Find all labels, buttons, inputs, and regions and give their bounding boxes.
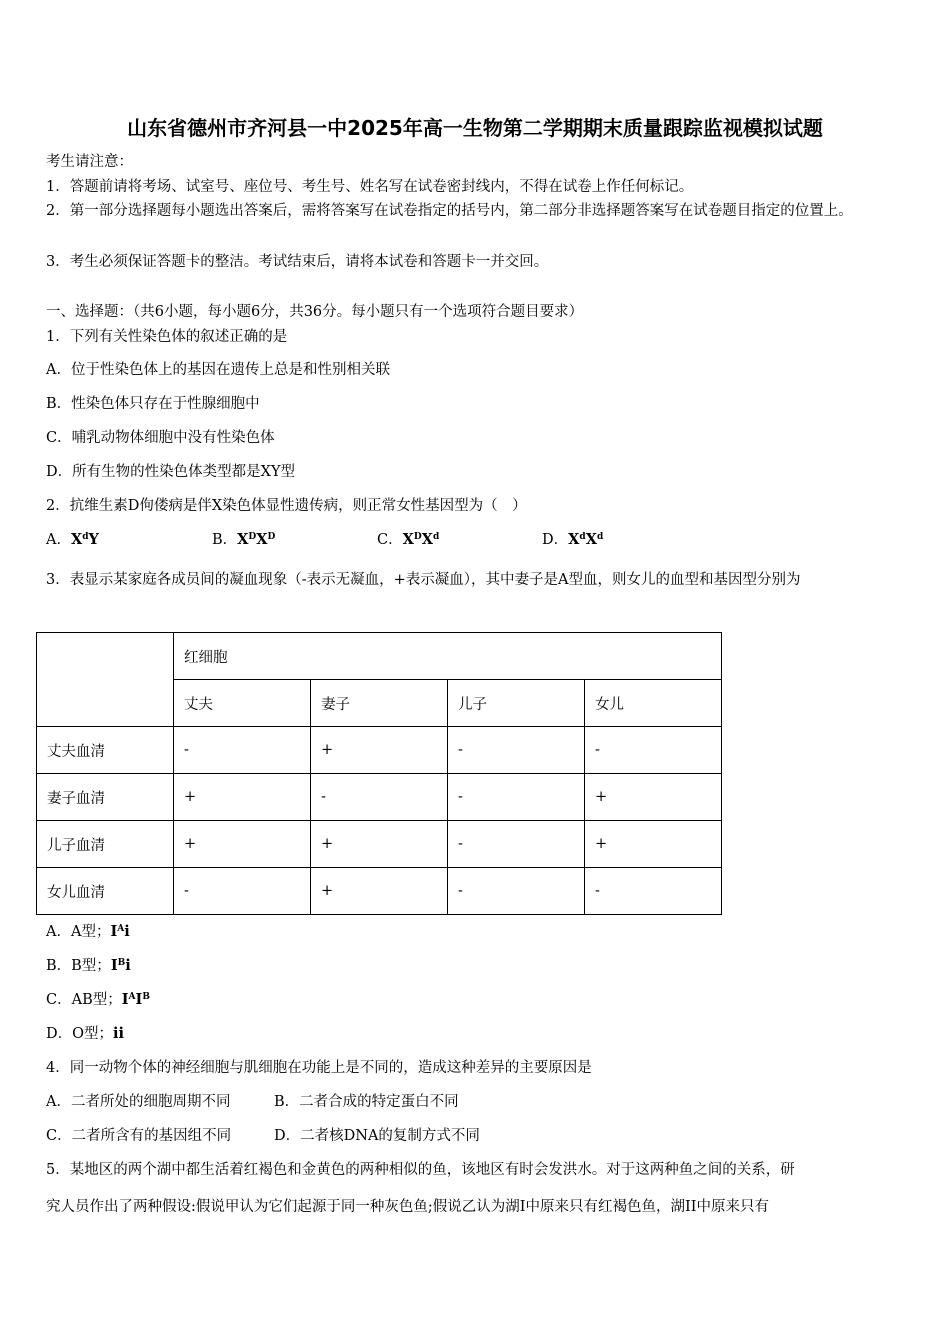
table-row bbox=[37, 821, 722, 868]
q4-option-c: C．二者所含有的基因组不同 bbox=[46, 1128, 232, 1144]
q3-option-d: D．O型；ii bbox=[46, 1025, 125, 1042]
table-cell: - bbox=[585, 868, 722, 915]
table-cell: + bbox=[174, 774, 311, 821]
q3-option-a: A．A型；$I^Ai$ bbox=[46, 923, 130, 940]
notice-item-2: 2．第一部分选择题每小题选出答案后，需将答案写在试卷指定的括号内，第二部分非选择题答案写在试卷题目指定的位置上。 bbox=[46, 203, 853, 219]
q2-option-a: A．$X^dY$ bbox=[46, 531, 99, 548]
q2-option-c: C．$X^DX^d$ bbox=[377, 531, 440, 548]
column-header: 女儿 bbox=[585, 680, 722, 727]
table-cell: + bbox=[585, 774, 722, 821]
question-5-stem-line-2: 究人员作出了两种假设:假说甲认为它们起源于同一种灰色鱼;假说乙认为湖I中原来只有红褐色鱼，湖II中原来只有 bbox=[46, 1199, 769, 1215]
table-cell: + bbox=[174, 821, 311, 868]
row-label: 丈夫血清 bbox=[37, 727, 174, 774]
table-cell: - bbox=[448, 821, 585, 868]
q3-option-b: B．B型；$I^Bi$ bbox=[46, 957, 131, 974]
q2-option-d: D．$X^dX^d$ bbox=[542, 531, 604, 548]
q1-option-c: C．哺乳动物体细胞中没有性染色体 bbox=[46, 430, 275, 446]
q1-option-d: D．所有生物的性染色体类型都是XY型 bbox=[46, 464, 296, 480]
table-cell: - bbox=[448, 868, 585, 915]
q2-option-b: B．$X^DX^D$ bbox=[212, 531, 276, 548]
table-row bbox=[37, 774, 722, 821]
q1-option-b: B．性染色体只存在于性腺细胞中 bbox=[46, 396, 260, 412]
agglutination-table bbox=[36, 632, 722, 915]
page-title: 山东省德州市齐河县一中2025年高一生物第二学期期末质量跟踪监视模拟试题 bbox=[127, 116, 823, 140]
q1-option-a: A．位于性染色体上的基因在遗传上总是和性别相关联 bbox=[46, 362, 390, 378]
table-group-header: 红细胞 bbox=[174, 633, 722, 680]
table-cell: - bbox=[311, 774, 448, 821]
row-label: 儿子血清 bbox=[37, 821, 174, 868]
q4-option-b: B．二者合成的特定蛋白不同 bbox=[274, 1094, 459, 1110]
notice-heading: 考生请注意： bbox=[46, 154, 133, 170]
q4-option-d: D．二者核DNA的复制方式不同 bbox=[274, 1128, 480, 1144]
row-label: 女儿血清 bbox=[37, 868, 174, 915]
question-2-stem: 2．抗维生素D佝偻病是伴X染色体显性遗传病，则正常女性基因型为（ ） bbox=[46, 498, 527, 514]
section-heading: 一、选择题：（共6小题，每小题6分，共36分。每小题只有一个选项符合题目要求） bbox=[46, 304, 584, 320]
table-header-row bbox=[37, 633, 722, 680]
table-cell: + bbox=[311, 821, 448, 868]
table-cell: + bbox=[311, 868, 448, 915]
column-header: 儿子 bbox=[448, 680, 585, 727]
q3-option-c: C．AB型；$I^AI^B$ bbox=[46, 991, 150, 1008]
question-3-stem: 3．表显示某家庭各成员间的凝血现象（-表示无凝血，+表示凝血），其中妻子是A型血，则女儿的血型和基因型分别为 bbox=[46, 572, 801, 588]
question-4-stem: 4．同一动物个体的神经细胞与肌细胞在功能上是不同的，造成这种差异的主要原因是 bbox=[46, 1060, 592, 1076]
row-label: 妻子血清 bbox=[37, 774, 174, 821]
notice-item-3: 3．考生必须保证答题卡的整洁。考试结束后，请将本试卷和答题卡一并交回。 bbox=[46, 254, 549, 270]
question-5-stem-line-1: 5．某地区的两个湖中都生活着红褐色和金黄色的两种相似的鱼，该地区有时会发洪水。对于这两种鱼之间的关系，研 bbox=[46, 1162, 795, 1178]
table-cell: - bbox=[585, 727, 722, 774]
column-header: 丈夫 bbox=[174, 680, 311, 727]
table-row bbox=[37, 727, 722, 774]
notice-item-1: 1．答题前请将考场、试室号、座位号、考生号、姓名写在试卷密封线内，不得在试卷上作任何标记。 bbox=[46, 179, 694, 195]
table-cell: - bbox=[174, 868, 311, 915]
table-cell: + bbox=[585, 821, 722, 868]
q4-option-a: A．二者所处的细胞周期不同 bbox=[46, 1094, 231, 1110]
table-row bbox=[37, 868, 722, 915]
table-cell: + bbox=[311, 727, 448, 774]
table-cell: - bbox=[174, 727, 311, 774]
table-cell: - bbox=[448, 774, 585, 821]
table-cell: - bbox=[448, 727, 585, 774]
column-header: 妻子 bbox=[311, 680, 448, 727]
table-corner-cell bbox=[37, 633, 174, 727]
question-1-stem: 1．下列有关性染色体的叙述正确的是 bbox=[46, 329, 288, 345]
